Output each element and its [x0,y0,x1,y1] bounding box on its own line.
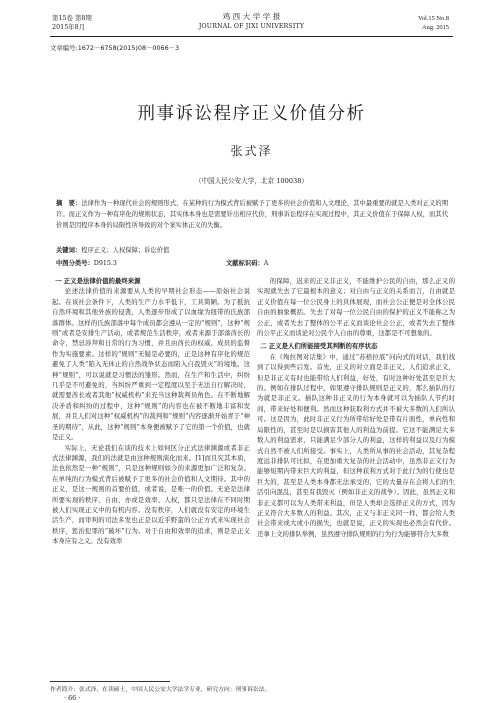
doc-code-value: A [263,260,269,267]
keywords-label: 关键词： [56,247,82,254]
author-footnote: 作者简介：张式泽，在读硕士，中国人民公安大学法学专业，研究方向：刑事诉讼法。 [50,687,271,693]
article-title: 刑事诉讼程序正义价值分析 [137,104,366,124]
body-paragraph: 的保障，迟来的正义非正义，不能维护公民的自由，那么正义的实现就失去了它最根本的意义；对自由与正义的关系而言，自由就是正义价值在每一位公民身上的具体展现，而社会公正便是对全体公民自由的抽象概括。失去了对每一位公民自由的保护的正义不能称之为公正，或者失去了整体的公平正义而谈论社会公正，或者失去了整体的公平正义而谈论对公民个人自由的尊重，这都是不可想象的。 [257,277,455,338]
keywords-text: 程序正义；人权保障；诉讼价值 [81,247,170,254]
body-paragraph: 在《殉拉图对话集》中，通过“苏格拉底”问向式的对话，我们找到了以得到些启发。首先，正义的对立面是非正义，人们追求正义，但是非正义有时也能带给人们利益，好处，有时这种好处甚至是巨大的。例如在排队过程中，如果遵守排队规则是正义的，那么插队的行为就是非正义。插队这种非正义的行为本身就可以为插队人节约时间，带来好处和便利。然而这种获取利方式并不被大多数的人们所认可。这是因为，此时非正义行为所带给好处是带有片面性，单向性和局限性的，甚至时是以损害其他人的利益为前提。它这不能满足大多数人的利益需求，只能满足少部分人的利益，这样的利益以及行为模式自然不被人们所接受。事实上，人类所从事的社会活动，其复杂程度远非排队可比拟，在更加重大复杂的社会活动中，虽然非正义行为能够短期内带来巨大的利益，但这种获利方式对于此行为的行使也是巨大的，甚至是人类本身都无法承受的，它的大量存在会将人们的生活引向混乱，甚至有我毁灭（例如非正义的战争）。因此，虽然正义和非正义都可以为人类带来利益，但是人类却会选择正义的方式，因为正义符合大多数人的利益。其次，正义与非正义同一样，都会给人类社会带来或大或小的损失，也就是说，正义的实现也必然会有代价。还拿上文的排队举例，虽然遵守排队规则的行为行为能够符合大多数 [257,352,455,538]
journal-name-en: JOURNAL OF JIXI UNIVERSITY [198,23,305,30]
body-paragraph: 论述法律价值的来源要从人类的早期社会形态——原始社会说起。在该社会条件下，人类的生产力水平低下，工具简陋。为了抵抗自然环境和其他外族的侵袭，人类逐步形成了以血缘为纽带的氏族部落群体。这样的氏族部落中每个成员都会遵从一定的“规则”，这种“规则”或者是安排生产活动，或者规范生活秩序，或者来源于部落酋长的命令，禁忌涉拜和日常的行为习惯，并且由酋长的权威、成员的监督作为实施要素。这样的“规则”无疑是必要的，正是这种有序化的规范避免了人类“陷入无休止的自然战争状态而陷入自我毁灭”的境地。这种“规则”，可以说就是习惯法的雏形。然而，在生产和生活中，纠纷几乎是不可避免的，当纠纷严重到一定程度以至于无法自行解决时，就需要酋长或者其他“权威机构”来充当这种裁判员角色。在不断地解决矛盾和纠纷的过程中，这种“规则”的内容也在被不断地丰富和发展，并且人们对这种“权威机构”的裁判和“规则”内容逐渐开始青于“神圣的期待”，从此，这种“规则”本身便被赋予了它的第一个价值，也就是正义。 [52,287,250,442]
page-number: · 66 · [64,694,81,702]
journal-name-cn: 鸡 西 大 学 学 报 [222,12,281,21]
keywords [56,245,169,254]
header-volume-en: Vol.15 No.8 [418,15,449,22]
header-volume: 第15卷 第8期 [52,14,92,22]
article-author: 张式泽 [230,144,273,158]
body-paragraph: 实际上，无论我们在谈的技术上如何区分正式法律渊源或者非正式法律渊源，我们的法就是由这种规则演化而来。[1]而且究其本质，法也依然是一种“规则”，只是这种规则如今的来源更加广泛和复杂。在单纯的行为模式背后被赋予了更多的社会价值和人文期待。其中的正义，是这一规则的首要价值，或者说，是唯一的价值。无论是法律所要实现的秩序、自由、亦或是效率、人权，都只是法律在不同时期被人们实现正义中的有机内容。没有秩序，人们就没有安定的环境生活生产，而审判的司法多发也正是以近乎野蛮的公正方式来实现社会秩序，惩治犯罪的“破坏”行为。对于自由和效率的追求，则是是正义本身应有之义。没有效率 [52,443,250,546]
header-date: 2015年8月 [52,23,86,31]
author-affiliation: （中国人民公安大学，北京 100038） [195,177,308,185]
article-number: 文章编号:1672－6758(2015)08－0066－3 [50,44,180,52]
header-rule [50,36,453,37]
footnote-rule [50,681,170,682]
classification [56,258,448,267]
abstract-text: 法律作为一种现代社会的规则形式，在某种的行为模式背后被赋予了更多的社会价值和人文理论，其中最重要的就是人类对正义的期许。而正义作为一种有序化的规则状态，其实体本身也是需要针出相应代价，刑事诉讼程序在实现过程中，其正义价值在于保障人权，而其代价则是因程序本身的局限性所导致的对个案实体正义的失衡。 [56,200,449,229]
running-header [0,0,503,40]
clc-label: 中图分类号： [56,260,94,267]
body-column-right [257,276,455,539]
body-column-left [52,276,250,547]
abstract-label: 摘 要： [56,200,82,207]
clc-value: D915.3 [93,260,117,267]
section-heading-1: 一 正义是法律价值的最终来源 [55,277,141,285]
header-volume-info-en [418,14,449,32]
abstract [56,198,448,231]
header-date-en: Aug. 2015 [422,24,449,31]
doc-code-label: 文献标识码： [226,260,264,267]
section-heading-2: 二 正义是人们所能接受其判断的有序状态 [260,342,378,351]
